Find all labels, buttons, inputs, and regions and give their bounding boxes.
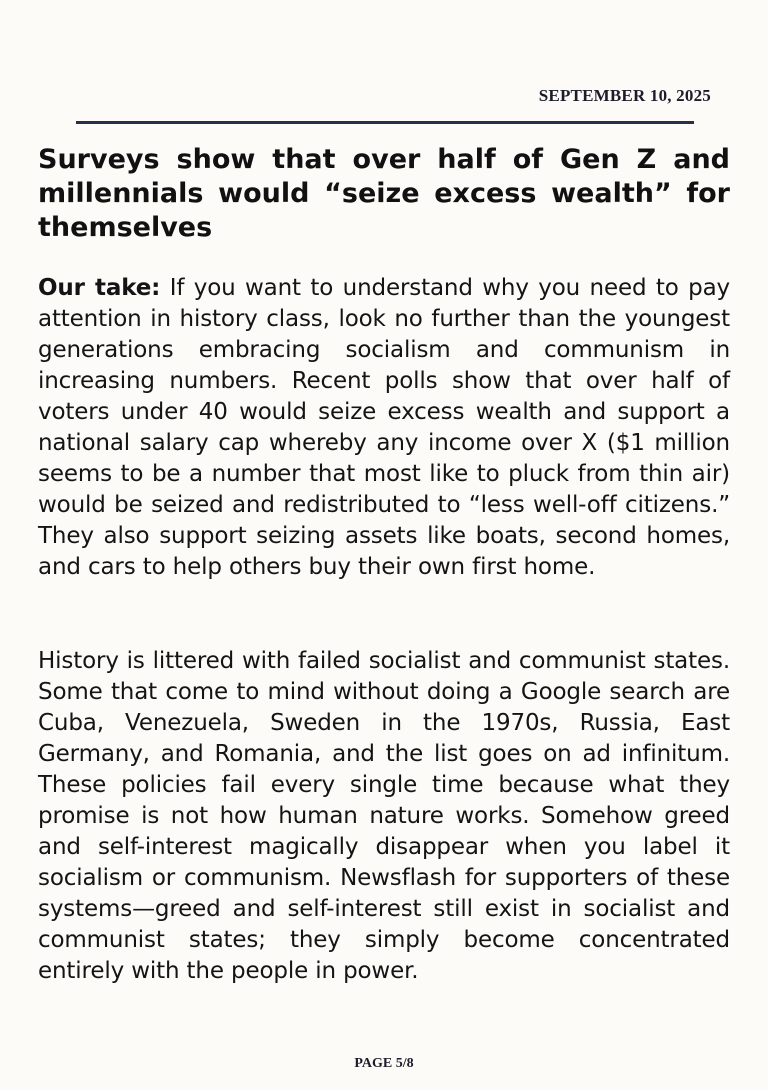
article-paragraph-1 bbox=[38, 273, 730, 583]
article-paragraph-2: History is littered with failed socialist and communist states. Some that come to mind without doing a Google search are Cuba, Venezuela, Sweden in the 1970s, Russia, East Germany, and Romania, and the list goes on ad infinitum. These policies fail every single time because what they promise is not how human nature works. Somehow greed and self-interest magically disappear when you label it socialism or communism. Newsflash for supporters of these systems—greed and self-interest still exist in socialist and communist states; they simply become concentrated entirely with the people in power. bbox=[38, 648, 730, 984]
publication-date: SEPTEMBER 10, 2025 bbox=[538, 86, 711, 105]
paragraph-1-text: If you want to understand why you need to pay attention in history class, look no further than the youngest generations embracing socialism and communism in increasing numbers. Recent polls show that over half of voters under 40 would seize excess wealth and support a national salary cap whereby any income over X ($1 million seems to be a number that most like to pluck from thin air) would be seized and redistributed to “less well-off citizens.” They also support seizing assets like boats, second homes, and cars to help others buy their own first home. bbox=[38, 275, 730, 580]
our-take-label: Our take: bbox=[38, 275, 161, 301]
article-headline: Surveys show that over half of Gen Z and millennials would “seize excess wealth” for themselves bbox=[38, 144, 730, 243]
page-number: PAGE 5/8 bbox=[354, 1056, 414, 1071]
header-divider bbox=[76, 121, 694, 124]
